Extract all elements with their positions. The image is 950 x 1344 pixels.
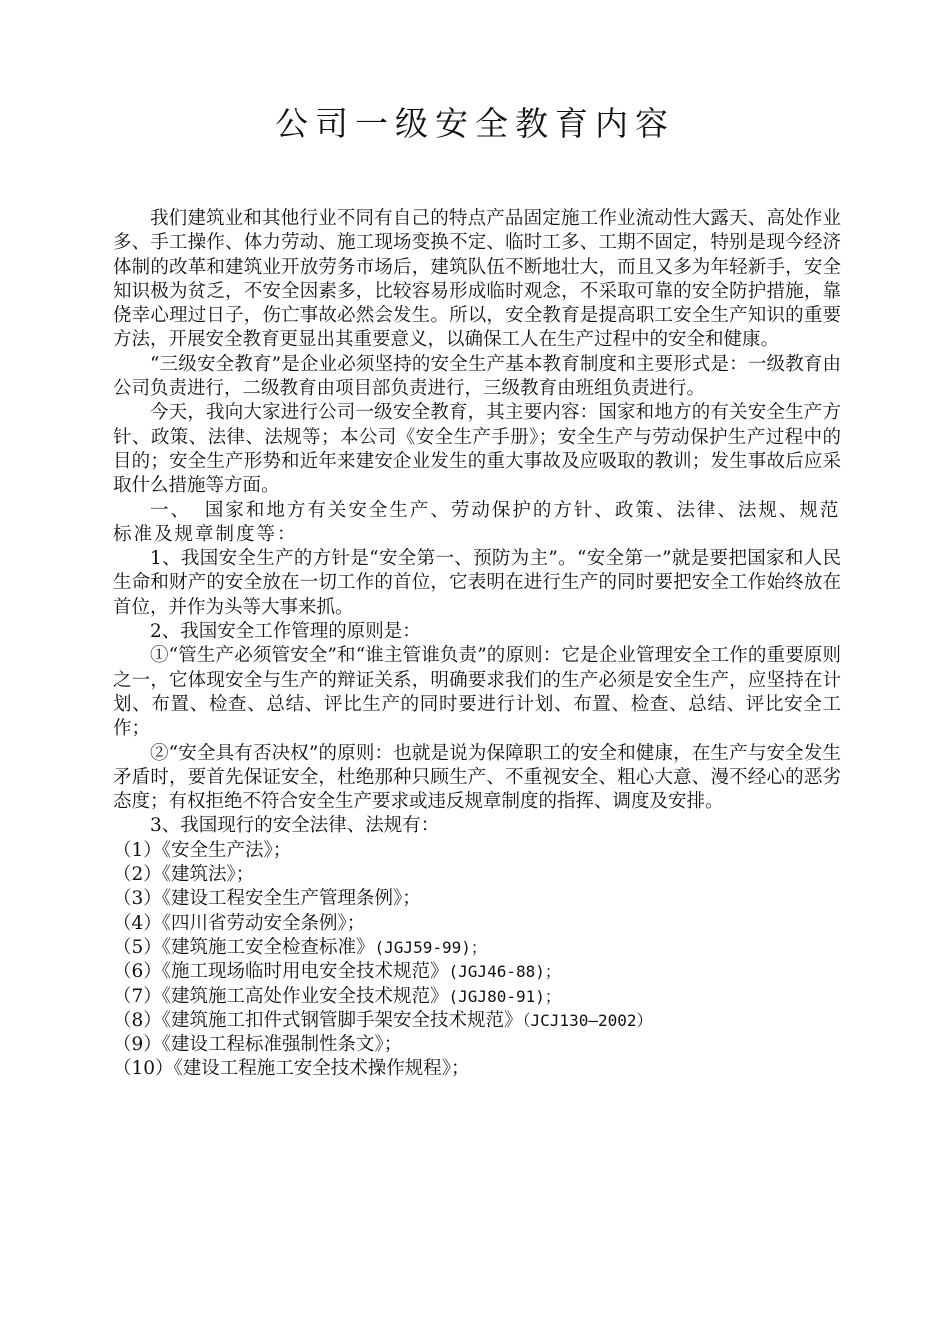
- law-code: (JGJ59-99)；: [374, 937, 487, 957]
- law-name: （1）《安全生产法》；: [113, 839, 292, 861]
- law-code: （JCJ130—2002）: [522, 1010, 653, 1030]
- law-name: （8）《建筑施工扣件式钢管脚手架安全技术规范》: [113, 1009, 523, 1031]
- today-paragraph: 今天，我向大家进行公司一级安全教育，其主要内容：国家和地方的有关安全生产方针、政策、法律、法规等；本公司《安全生产手册》；安全生产与劳动保护生产过程中的目的；安全生产形势和近年来建安企业发生的重大事故及应吸取的教训；发生事故后应采取什么措施等方面。: [113, 402, 841, 497]
- law-name: （2）《建筑法》；: [113, 864, 255, 886]
- law-item: [113, 912, 841, 936]
- law-name: （4）《四川省劳动安全条例》；: [113, 912, 366, 934]
- law-name: （7）《建筑施工高处作业安全技术规范》: [113, 985, 449, 1007]
- law-item: [113, 839, 841, 863]
- law-name: （10）《建设工程施工安全技术操作规程》；: [113, 1058, 470, 1080]
- law-code: (JGJ46-88)；: [448, 962, 561, 982]
- principle-2: ②“安全具有否决权”的原则：也就是说为保障职工的安全和健康，在生产与安全发生矛盾时，要首先保证安全，杜绝那种只顾生产、不重视安全、粗心大意、漫不经心的恶劣态度；有权拒绝不符合安全生产要求或违反规章制度的指挥、调度及安排。: [113, 742, 841, 813]
- law-name: （5）《建筑施工安全检查标准》: [113, 936, 375, 958]
- law-item: [113, 863, 841, 887]
- intro-paragraph: 我们建筑业和其他行业不同有自己的特点产品固定施工作业流动性大露天、高处作业多、手工操作、体力劳动、施工现场变换不定、临时工多、工期不固定，特别是现今经济体制的改革和建筑业开放劳务市场后，建筑队伍不断地壮大，而且又多为年轻新手，安全知识极为贫乏，不安全因素多，比较容易形成临时观念，不采取可靠的安全防护措施，靠侥幸心理过日子，伤亡事故必然会发生。所以，安全教育是提高职工安全生产知识的重要方法，开展安全教育更显出其重要意义，以确保工人在生产过程中的安全和健康。: [113, 208, 841, 351]
- law-code: (JGJ80-91)；: [448, 986, 561, 1006]
- point-1: 1、我国安全生产的方针是“安全第一、预防为主”。“安全第一”就是要把国家和人民生命和财产的安全放在一切工作的首位，它表明在进行生产的同时要把安全工作始终放在首位，并作为头等大事来抓。: [113, 548, 841, 618]
- law-item: [113, 960, 841, 984]
- law-item: [113, 936, 841, 960]
- point-3: 3、我国现行的安全法律、法规有：: [150, 815, 440, 837]
- document-body: [113, 207, 841, 1082]
- point-2: 2、我国安全工作管理的原则是：: [150, 621, 421, 643]
- law-item: [113, 1009, 841, 1033]
- law-list: [113, 839, 841, 1082]
- law-item: [113, 1033, 841, 1057]
- law-name: （6）《施工现场临时用电安全技术规范》: [113, 961, 449, 983]
- principle-1: ①“管生产必须管安全”和“谁主管谁负责”的原则：它是企业管理安全工作的重要原则之一，它体现安全与生产的辩证关系，明确要求我们的生产必须是安全生产，应坚持在计划、布置、检查、总结、评比生产的同时要进行计划、布置、检查、总结、评比安全工作；: [113, 645, 841, 740]
- law-name: （9）《建设工程标准强制性条文》；: [113, 1034, 403, 1056]
- law-item: [113, 985, 841, 1009]
- law-name: （3）《建设工程安全生产管理条例》；: [113, 888, 421, 910]
- section-heading: 一、 国家和地方有关安全生产、劳动保护的方针、政策、法律、法规、规范标准及规章制度等：: [113, 499, 841, 545]
- law-item: [113, 887, 841, 911]
- three-level-paragraph: “三级安全教育”是企业必须坚持的安全生产基本教育制度和主要形式是：一级教育由公司负责进行，二级教育由项目部负责进行，三级教育由班组负责进行。: [113, 353, 841, 400]
- law-item: [113, 1057, 841, 1081]
- document-title: 公司一级安全教育内容: [275, 104, 675, 143]
